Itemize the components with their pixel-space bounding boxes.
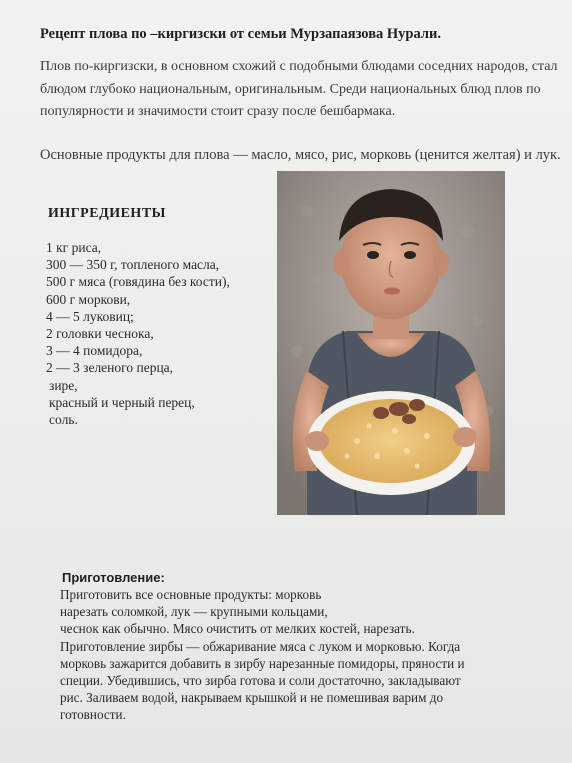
preparation-line: рис. Заливаем водой, накрываем крышкой и не помешивая варим до [60, 690, 444, 706]
ingredient-item: 500 г мяса (говядина без кости), [46, 274, 230, 290]
ingredient-item: 2 головки чеснока, [46, 326, 154, 342]
preparation-heading: Приготовление: [62, 570, 165, 585]
ingredient-item: 300 — 350 г, топленого масла, [46, 257, 220, 273]
preparation-line: нарезать соломкой, лук — крупными кольцами, [60, 604, 328, 620]
preparation-line: Приготовить все основные продукты: морковь [60, 587, 322, 602]
ingredient-item: зире, [49, 377, 78, 393]
ingredient-item: 3 — 4 помидора, [46, 343, 143, 359]
child-with-plov-photo [277, 171, 505, 515]
ingredient-item: соль. [49, 412, 78, 428]
preparation-line: Приготовление зирбы — обжаривание мяса с луком и морковью. Когда [60, 638, 461, 654]
preparation-line: готовности. [60, 707, 126, 723]
ingredient-item: 1 кг риса, [46, 240, 102, 255]
preparation-line: чеснок как обычно. Мясо очистить от мелких костей, нарезать. [60, 621, 415, 637]
main-products-paragraph: Основные продукты для плова — масло, мясо, рис, морковь (ценится желтая) и лук. [40, 147, 561, 163]
ingredient-item: красный и черный перец, [49, 394, 195, 410]
ingredient-item: 2 — 3 зеленого перца, [46, 360, 174, 376]
preparation-line: специи. Убедившись, что зирба готова и соли достаточно, закладывают [60, 673, 461, 689]
preparation-line: морковь зажарится добавить в зирбу нарезанные помидоры, пряности и [60, 655, 465, 671]
ingredient-item: 600 г моркови, [46, 291, 131, 307]
ingredients-list [46, 239, 276, 428]
ingredient-item: 4 — 5 луковиц; [46, 308, 134, 324]
recipe-title: Рецепт плова по –киргизски от семьи Мурзапаязова Нурали. [40, 26, 441, 42]
preparation-text [60, 586, 530, 724]
ingredients-heading: ИНГРЕДИЕНТЫ [48, 206, 166, 221]
intro-paragraph: Плов по-киргизски, в основном схожий с подобными блюдами соседних народов, стал блюдом глубоко национальным, оригинальным. Среди национальных блюд плов по популярности и значимости стоит сразу после бешбармака. [40, 59, 558, 119]
